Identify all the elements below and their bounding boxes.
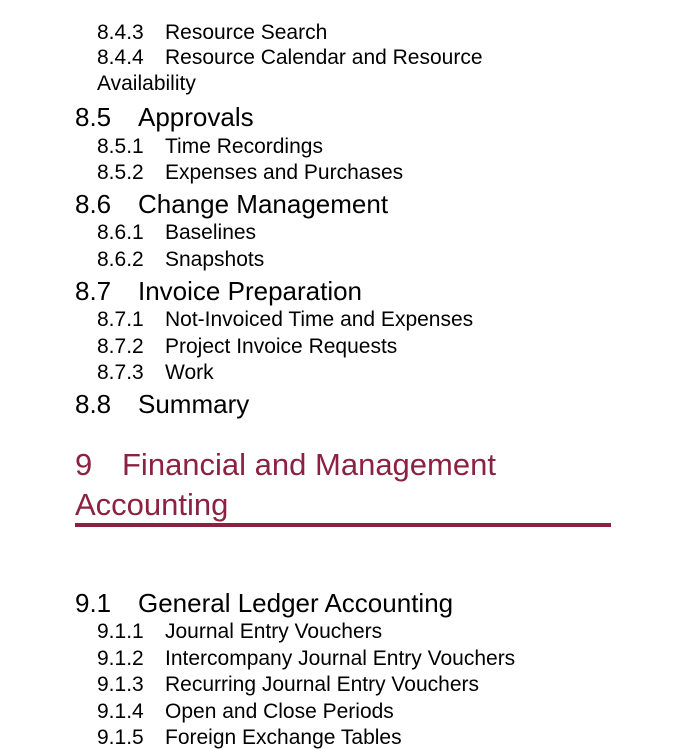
section-number: 8.7.3 xyxy=(97,361,144,384)
chapter-number: 9 xyxy=(75,447,93,482)
section-title: Expenses and Purchases xyxy=(165,161,404,184)
section-number: 8.5.1 xyxy=(97,135,144,158)
toc-entry-8-8 xyxy=(75,391,249,417)
toc-entry-8-5-1 xyxy=(97,136,323,157)
toc-entry-8-5 xyxy=(75,104,254,130)
section-number: 9.1.1 xyxy=(97,620,144,643)
toc-entry-8-7-2 xyxy=(97,336,397,357)
toc-entry-9-1-5 xyxy=(97,727,402,748)
section-number: 9.1.2 xyxy=(97,647,144,670)
toc-entry-8-5-2 xyxy=(97,162,403,183)
section-number: 8.8 xyxy=(75,389,112,419)
section-title: Approvals xyxy=(138,102,254,132)
toc-entry-9-1-3 xyxy=(97,674,479,695)
section-title: Work xyxy=(165,361,214,384)
toc-entry-8-7-1 xyxy=(97,309,473,330)
chapter-heading-9 xyxy=(75,445,615,525)
toc-entry-8-4-3 xyxy=(97,22,327,43)
toc-entry-9-1-2 xyxy=(97,648,515,669)
section-title: Foreign Exchange Tables xyxy=(165,726,402,749)
section-title: Resource Calendar and Resource Availability xyxy=(97,46,483,95)
section-number: 8.7.2 xyxy=(97,335,144,358)
section-number: 8.5 xyxy=(75,102,112,132)
section-title: Intercompany Journal Entry Vouchers xyxy=(165,647,516,670)
toc-entry-8-4-4 xyxy=(97,45,527,97)
section-title: Project Invoice Requests xyxy=(165,335,398,358)
toc-entry-9-1-4 xyxy=(97,701,394,722)
toc-entry-8-6-1 xyxy=(97,222,256,243)
section-title: Invoice Preparation xyxy=(138,276,363,306)
toc-entry-8-6-2 xyxy=(97,249,264,270)
section-title: Resource Search xyxy=(165,21,328,44)
section-number: 9.1 xyxy=(75,588,112,618)
section-number: 8.4.3 xyxy=(97,21,144,44)
section-number: 8.4.4 xyxy=(97,46,144,69)
section-number: 8.7.1 xyxy=(97,308,144,331)
section-title: Snapshots xyxy=(165,248,265,271)
toc-entry-8-7 xyxy=(75,278,362,304)
toc-entry-9-1-1 xyxy=(97,621,382,642)
section-title: Baselines xyxy=(165,221,257,244)
section-number: 8.7 xyxy=(75,276,112,306)
section-title: Summary xyxy=(138,389,250,419)
chapter-title: Financial and Management Accounting xyxy=(75,447,496,522)
section-number: 9.1.5 xyxy=(97,726,144,749)
section-number: 9.1.4 xyxy=(97,700,144,723)
section-number: 8.6 xyxy=(75,189,112,219)
section-title: Open and Close Periods xyxy=(165,700,394,723)
section-number: 8.6.2 xyxy=(97,248,144,271)
toc-entry-9-1 xyxy=(75,590,453,616)
chapter-divider xyxy=(75,523,611,527)
section-title: Time Recordings xyxy=(165,135,323,158)
toc-entry-8-6 xyxy=(75,191,388,217)
section-title: Not-Invoiced Time and Expenses xyxy=(165,308,474,331)
section-number: 8.6.1 xyxy=(97,221,144,244)
section-title: General Ledger Accounting xyxy=(138,588,454,618)
section-number: 8.5.2 xyxy=(97,161,144,184)
section-title: Change Management xyxy=(138,189,389,219)
toc-entry-8-7-3 xyxy=(97,362,214,383)
section-number: 9.1.3 xyxy=(97,673,144,696)
section-title: Journal Entry Vouchers xyxy=(165,620,383,643)
section-title: Recurring Journal Entry Vouchers xyxy=(165,673,479,696)
